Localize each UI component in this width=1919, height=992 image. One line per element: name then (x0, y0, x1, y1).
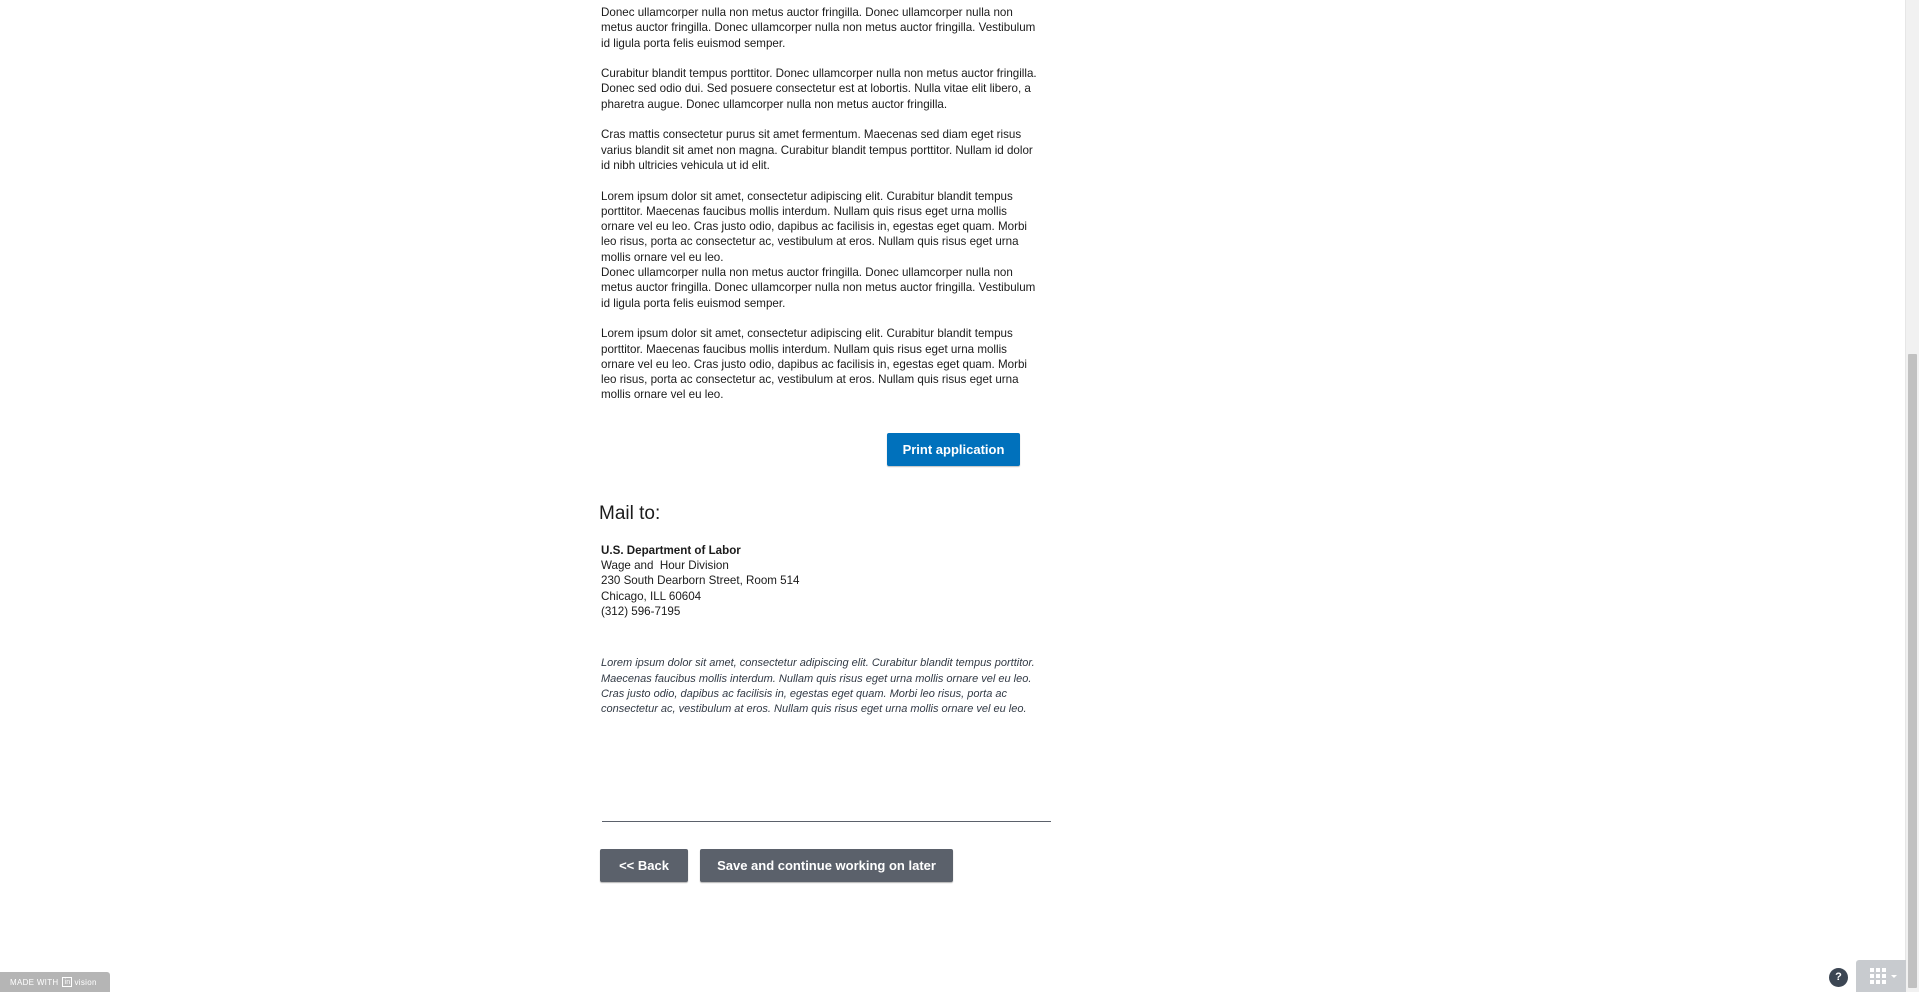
back-button[interactable]: << Back (600, 849, 688, 882)
help-button[interactable] (1829, 968, 1848, 987)
paragraph-1: Donec ullamcorper nulla non metus auctor fringilla. Donec ullamcorper nulla non metus auctor fringilla. Donec ullamcorper nulla non metus auctor fringilla. Vestibulum id ligula porta felis euismod semper. (601, 6, 1036, 50)
main-content (601, 5, 1037, 728)
print-button-row (601, 433, 1037, 473)
paragraph-6: Lorem ipsum dolor sit amet, consectetur adipiscing elit. Curabitur blandit tempus porttitor. Maecenas faucibus mollis interdum. Nullam quis risus eget urna mollis ornare vel eu leo. Cras justo odio, dapibus ac facilisis in, egestas eget quam. Morbi leo risus, porta ac consectetur ac, vestibulum at eros. Nullam quis risus eget urna mollis ornare vel eu leo. (601, 327, 1027, 402)
paragraph-2: Curabitur blandit tempus porttitor. Donec ullamcorper nulla non metus auctor fringilla. Donec sed odio dui. Sed posuere consectetur est at lobortis. Nulla vitae elit libero, a pharetra augue. Donec ullamcorper nulla non metus auctor fringilla. (601, 67, 1037, 111)
save-continue-later-button[interactable]: Save and continue working on later (700, 849, 953, 882)
vertical-scrollbar[interactable] (1905, 0, 1919, 992)
address-organization: U.S. Department of Labor (601, 543, 741, 557)
badge-prefix: MADE WITH (10, 977, 59, 987)
chevron-down-icon (1891, 975, 1897, 978)
badge-brand: vision (74, 977, 97, 987)
paragraph-5: Donec ullamcorper nulla non metus auctor fringilla. Donec ullamcorper nulla non metus auctor fringilla. Donec ullamcorper nulla non metus auctor fringilla. Vestibulum id ligula porta felis euismod semper. (601, 266, 1036, 310)
grid-icon (1870, 968, 1888, 984)
address-division: Wage and Hour Division (601, 559, 729, 573)
paragraph-3: Cras mattis consectetur purus sit amet fermentum. Maecenas sed diam eget risus varius blandit sit amet non magna. Curabitur blandit tempus porttitor. Nullam id dolor id nibh ultricies vehicula ut id elit. (601, 128, 1033, 172)
scrollbar-thumb[interactable] (1908, 354, 1917, 988)
address-phone: (312) 596-7195 (601, 604, 681, 618)
address-street: 230 South Dearborn Street, Room 514 (601, 574, 800, 588)
screens-menu-button[interactable] (1856, 960, 1906, 992)
disclaimer-text: Lorem ipsum dolor sit amet, consectetur adipiscing elit. Curabitur blandit tempus porttitor. Maecenas faucibus mollis interdum. Nullam quis risus eget urna mollis ornare vel eu leo. Cras justo odio, dapibus ac facilisis in, egestas eget quam. Morbi leo risus, porta ac consectetur ac, vestibulum at eros. Nullam quis risus eget urna mollis ornare vel eu leo. (601, 657, 1035, 716)
print-application-button[interactable]: Print application (887, 433, 1020, 466)
mail-to-heading: Mail to: (599, 502, 661, 524)
made-with-invision-badge[interactable] (0, 972, 110, 992)
paragraph-4: Lorem ipsum dolor sit amet, consectetur adipiscing elit. Curabitur blandit tempus porttitor. Maecenas faucibus mollis interdum. Nullam quis risus eget urna mollis ornare vel eu leo. Cras justo odio, dapibus ac facilisis in, egestas eget quam. Morbi leo risus, porta ac consectetur ac, vestibulum at eros. Nullam quis risus eget urna mollis ornare vel eu leo. (601, 189, 1027, 264)
question-icon: ? (1835, 971, 1842, 983)
invision-logo-icon: in (64, 979, 71, 986)
address-city: Chicago, ILL 60604 (601, 589, 702, 603)
form-divider (602, 821, 1051, 822)
mailing-address (601, 543, 1037, 619)
